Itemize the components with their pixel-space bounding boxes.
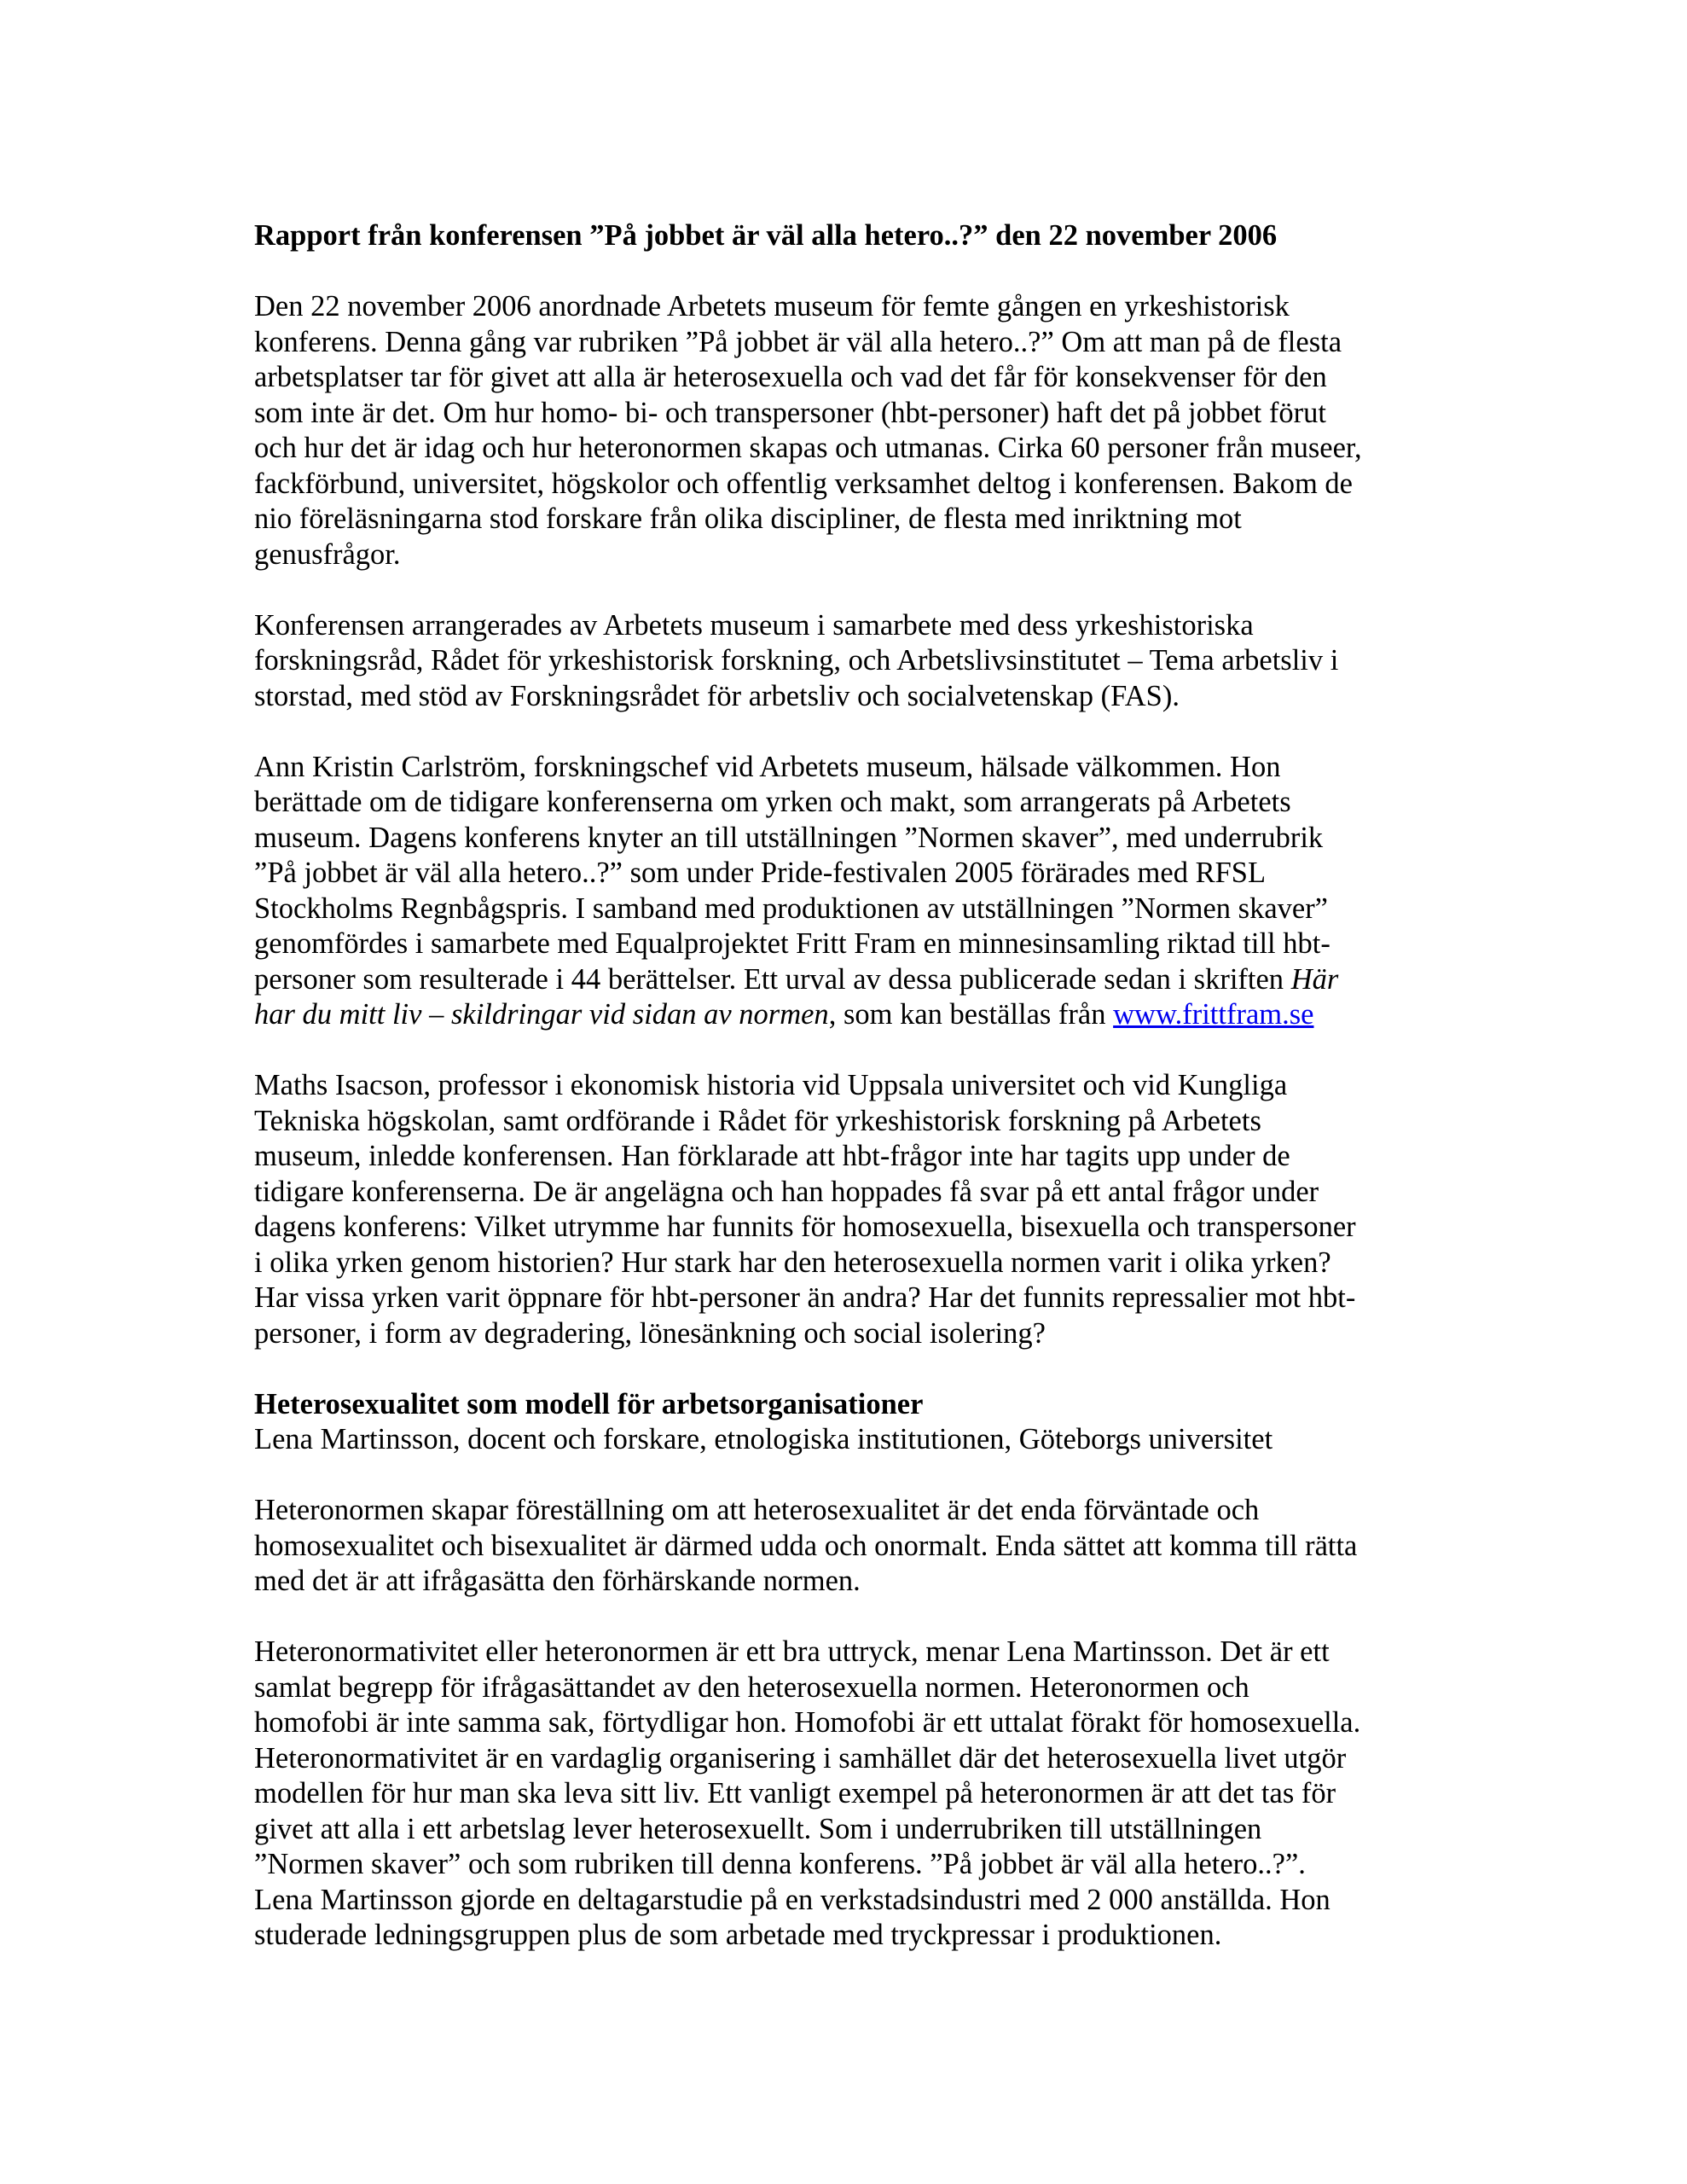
paragraph-isacson	[254, 1068, 1448, 1351]
spacer	[254, 1351, 1448, 1387]
paragraph-organizers	[254, 608, 1448, 715]
text-line: genusfrågor.	[254, 537, 401, 571]
spacer	[254, 1458, 1448, 1494]
text-line: homofobi är inte samma sak, förtydligar hon. Homofobi är ett uttalat förakt för homosexuella.	[254, 1706, 1361, 1739]
book-title-italic: Här	[1290, 962, 1339, 996]
book-title-italic: har du mitt liv – skildringar vid sidan av normen	[254, 998, 829, 1031]
text-line: med det är att ifrågasätta den förhärskande normen.	[254, 1565, 861, 1597]
text-line: museum, inledde konferensen. Han förklarade att hbt-frågor inte har tagits upp under de	[254, 1140, 1290, 1172]
text-span: personer som resulterade i 44 berättelser. Ett urval av dessa publicerade sedan i skriften	[254, 962, 1291, 996]
text-line: genomfördes i samarbete med Equalprojektet Fritt Fram en minnesinsamling riktad till hbt-	[254, 927, 1330, 960]
paragraph-intro	[254, 289, 1448, 572]
paragraph-heteronorm	[254, 1493, 1448, 1600]
text-line: Ann Kristin Carlström, forskningschef vid Arbetets museum, hälsade välkommen. Hon	[254, 750, 1281, 783]
text-line: tidigare konferenserna. De är angelägna och han hoppades få svar på ett antal frågor under	[254, 1175, 1319, 1208]
text-line: Den 22 november 2006 anordnade Arbetets museum för femte gången en yrkeshistorisk	[254, 290, 1290, 322]
spacer	[254, 1600, 1448, 1635]
text-line: storstad, med stöd av Forskningsrådet för arbetsliv och socialvetenskap (FAS).	[254, 679, 1180, 712]
text-line: som inte är det. Om hur homo- bi- och transpersoner (hbt-personer) haft det på jobbet förut	[254, 396, 1326, 429]
text-line: fackförbund, universitet, högskolor och offentlig verksamhet deltog i konferensen. Bakom de	[254, 467, 1353, 500]
text-line: personer, i form av degradering, lönesänkning och social isolering?	[254, 1316, 1046, 1350]
text-line: Stockholms Regnbågspris. I samband med produktionen av utställningen ”Normen skaver”	[254, 892, 1328, 925]
paragraph-welcome	[254, 750, 1448, 1033]
document-title: Rapport från konferensen ”På jobbet är väl alla hetero..?” den 22 november 2006	[254, 219, 1278, 252]
section-byline: Lena Martinsson, docent och forskare, etnologiska institutionen, Göteborgs universitet	[254, 1423, 1273, 1455]
text-line	[254, 997, 1448, 1033]
text-line: Har vissa yrken varit öppnare för hbt-personer än andra? Har det funnits repressalier mot hbt-	[254, 1281, 1356, 1314]
document-page	[254, 218, 1448, 1954]
text-line: Konferensen arrangerades av Arbetets museum i samarbete med dess yrkeshistoriska	[254, 608, 1254, 642]
spacer	[254, 254, 1448, 290]
text-line: dagens konferens: Vilket utrymme har funnits för homosexuella, bisexuella och transpersoner	[254, 1211, 1356, 1243]
text-line: studerade ledningsgruppen plus de som arbetade med tryckpressar i produktionen.	[254, 1919, 1222, 1951]
spacer	[254, 714, 1448, 750]
section-heterosexualitet	[254, 1387, 1448, 1954]
text-line: nio föreläsningarna stod forskare från olika discipliner, de flesta med inriktning mot	[254, 502, 1242, 535]
text-line: arbetsplatser tar för givet att alla är heterosexuella och vad det får för konsekvenser för den	[254, 361, 1327, 393]
spacer	[254, 1033, 1448, 1069]
text-line: museum. Dagens konferens knyter an till utställningen ”Normen skaver”, med underrubrik	[254, 821, 1324, 854]
text-line: Lena Martinsson gjorde en deltagarstudie på en verkstadsindustri med 2 000 anställda. Hon	[254, 1883, 1330, 1916]
text-line: berättade om de tidigare konferenserna om yrken och makt, som arrangerats på Arbetets	[254, 786, 1291, 818]
text-line: givet att alla i ett arbetslag lever heterosexuellt. Som i underrubriken till utställningen	[254, 1812, 1262, 1845]
text-line: i olika yrken genom historien? Hur stark har den heterosexuella normen varit i olika yrken?	[254, 1246, 1331, 1279]
spacer	[254, 572, 1448, 608]
text-line: Maths Isacson, professor i ekonomisk historia vid Uppsala universitet och vid Kungliga	[254, 1069, 1288, 1101]
text-span: , som kan beställas från	[828, 998, 1114, 1031]
text-line: ”På jobbet är väl alla hetero..?” som under Pride-festivalen 2005 förärades med RFSL	[254, 857, 1267, 889]
text-line: Heteronormativitet eller heteronormen är ett bra uttryck, menar Lena Martinsson. Det är ett	[254, 1635, 1330, 1668]
text-line: homosexualitet och bisexualitet är därmed udda och onormalt. Enda sättet att komma till rätta	[254, 1529, 1358, 1562]
text-line: modellen för hur man ska leva sitt liv. Ett vanligt exempel på heteronormen är att det tas för	[254, 1777, 1336, 1809]
text-line: ”Normen skaver” och som rubriken till denna konferens. ”På jobbet är väl alla hetero..?”.	[254, 1848, 1306, 1880]
text-line: och hur det är idag och hur heteronormen skapas och utmanas. Cirka 60 personer från museer,	[254, 432, 1362, 464]
frittfram-link[interactable]: www.frittfram.se	[1113, 998, 1314, 1031]
section-heading: Heterosexualitet som modell för arbetsorganisationer	[254, 1387, 924, 1420]
text-line: Tekniska högskolan, samt ordförande i Rådet för yrkeshistorisk forskning på Arbetets	[254, 1104, 1261, 1137]
text-line: Heteronormativitet är en vardaglig organisering i samhället där det heterosexuella livet utgör	[254, 1741, 1347, 1774]
text-line: konferens. Denna gång var rubriken ”På jobbet är väl alla hetero..?” Om att man på de flesta	[254, 325, 1342, 358]
paragraph-heteronormativitet	[254, 1635, 1448, 1954]
text-line	[254, 962, 1448, 998]
text-line: samlat begrepp för ifrågasättandet av den heterosexuella normen. Heteronormen och	[254, 1670, 1249, 1704]
text-line: Heteronormen skapar föreställning om att heterosexualitet är det enda förväntade och	[254, 1494, 1260, 1526]
text-line: forskningsråd, Rådet för yrkeshistorisk forskning, och Arbetslivsinstitutet – Tema arbetsliv i	[254, 644, 1339, 677]
